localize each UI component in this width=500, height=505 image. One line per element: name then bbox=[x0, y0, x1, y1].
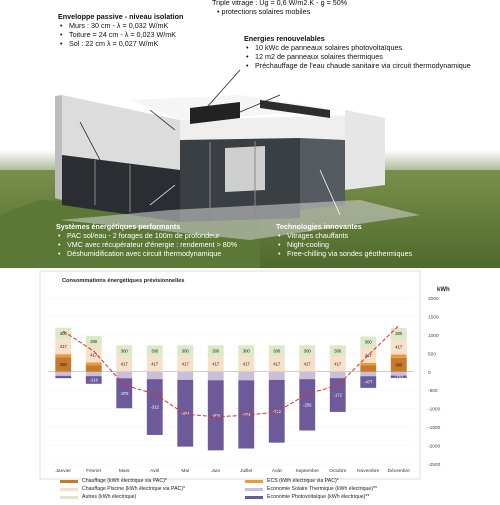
y-tick-label: 500 bbox=[428, 352, 437, 358]
y-axis-label: kWh bbox=[437, 287, 450, 293]
bar-value-label: 300 bbox=[395, 331, 403, 337]
systemes-block bbox=[56, 222, 286, 258]
legend-label: Chauffage (kWh électrique via PAC)* bbox=[82, 478, 167, 484]
x-tick-label: Novembre bbox=[357, 469, 380, 474]
systemes-item: • VMC avec récupérateur d'énergie : rendement > 80% bbox=[67, 240, 286, 249]
bar-segment bbox=[269, 372, 285, 380]
legend-swatch bbox=[245, 496, 263, 499]
legend-label: ECS (kWh électrique via PAC)* bbox=[267, 478, 339, 484]
bar-value-label: -256 bbox=[303, 402, 312, 408]
chart-title: Consommations énergétiques prévisionnelles bbox=[62, 278, 185, 284]
legend-swatch bbox=[60, 480, 78, 483]
bar-value-label: 388 bbox=[59, 362, 67, 368]
energies-block bbox=[244, 34, 494, 70]
x-tick-label: Janvier bbox=[55, 469, 71, 474]
legend-swatch bbox=[60, 488, 78, 491]
bar-value-label: 417 bbox=[120, 361, 128, 367]
energies-item: • 10 kWc de panneaux solaires photovoltaïques. bbox=[255, 43, 494, 52]
legend-swatch bbox=[245, 480, 263, 483]
legend-item bbox=[60, 478, 167, 484]
bar-value-label: 417 bbox=[212, 361, 220, 367]
bar-segment bbox=[330, 372, 346, 378]
bar-value-label: 417 bbox=[242, 361, 250, 367]
technologies-item: • Night-cooling bbox=[287, 240, 476, 249]
bar-value-label: -312 bbox=[272, 408, 281, 414]
x-tick-label: Juin bbox=[211, 469, 221, 474]
enveloppe-block bbox=[58, 12, 258, 48]
bar-value-label: -404 bbox=[211, 412, 220, 418]
bar-segment bbox=[116, 372, 132, 378]
bar-segment bbox=[86, 372, 102, 376]
legend-swatch bbox=[245, 488, 263, 491]
bar-value-label: 380 bbox=[395, 362, 403, 368]
bar-value-label: 300 bbox=[364, 339, 372, 345]
legend-item bbox=[60, 486, 185, 492]
y-tick-label: -2000 bbox=[428, 444, 441, 450]
bar-segment bbox=[299, 372, 315, 379]
bar-segment bbox=[238, 372, 254, 380]
x-tick-label: Mai bbox=[181, 469, 190, 474]
y-tick-label: -1500 bbox=[428, 426, 441, 432]
legend-item bbox=[60, 494, 136, 500]
bar-value-label: -375 bbox=[120, 390, 129, 396]
bar-segment bbox=[147, 372, 163, 379]
bar-segment bbox=[391, 354, 407, 357]
x-tick-label: Octobre bbox=[329, 469, 347, 474]
y-tick-label: -2500 bbox=[428, 463, 441, 468]
systemes-item: • Déshumidification avec circuit thermodynamique bbox=[67, 249, 286, 258]
enveloppe-item: • Sol : 22 cm λ = 0,027 W/mK bbox=[69, 39, 258, 48]
bar-segment bbox=[55, 372, 71, 376]
bar-value-label: 300 bbox=[59, 330, 67, 336]
bar-value-label: -404 bbox=[181, 410, 190, 416]
y-tick-label: -1000 bbox=[428, 407, 441, 413]
bar-value-label: -404 bbox=[242, 411, 251, 417]
x-tick-label: Décembre bbox=[387, 469, 410, 474]
enveloppe-item: • Toiture = 24 cm - λ = 0,023 W/mK bbox=[69, 30, 258, 39]
bar-value-label: 300 bbox=[90, 339, 98, 345]
glazing-note: Triple vitrage : Ug = 0,6 W/m2.K - g = 50% • protections solaires mobiles bbox=[212, 0, 348, 16]
systemes-title: Systèmes énergétiques performants bbox=[56, 222, 181, 231]
enveloppe-title: Enveloppe passive - niveau isolation bbox=[58, 12, 184, 21]
balance-line bbox=[63, 326, 399, 417]
legend-label: Economie Photovoltaïque (kWh électrique)** bbox=[267, 494, 370, 500]
x-tick-label: Septembre bbox=[295, 469, 319, 474]
bar-segment bbox=[55, 376, 71, 378]
glazing-spec: Triple vitrage : Ug = 0,6 W/m2.K - g = 50% bbox=[212, 0, 348, 7]
bar-value-label: 417 bbox=[303, 361, 311, 367]
energy-chart bbox=[0, 268, 500, 500]
legend-item bbox=[245, 478, 339, 484]
bar-segment bbox=[177, 372, 193, 380]
x-tick-label: Avril bbox=[150, 469, 160, 474]
bar-value-label: -216 bbox=[89, 377, 98, 383]
y-tick-label: 1000 bbox=[428, 333, 439, 339]
legend-item bbox=[245, 486, 377, 492]
x-tick-label: Février bbox=[86, 469, 102, 474]
enveloppe-item: • Murs : 30 cm - λ = 0,032 W/mK bbox=[69, 21, 258, 30]
bar-segment bbox=[86, 365, 102, 372]
shading-spec: protections solaires mobiles bbox=[221, 7, 311, 16]
y-tick-label: 2000 bbox=[428, 297, 439, 302]
energies-item: • 12 m2 de panneaux solaires thermiques bbox=[255, 52, 494, 61]
bar-segment bbox=[55, 354, 71, 357]
bar-value-label: -172 bbox=[333, 392, 342, 398]
bar-segment bbox=[86, 362, 102, 365]
bar-value-label: 417 bbox=[59, 344, 67, 350]
bar-value-label: 300 bbox=[181, 348, 189, 354]
bar-value-label: -110 bbox=[394, 374, 403, 380]
legend-label: Chauffage Piscine (kWh électrique via PAC)* bbox=[82, 486, 186, 492]
y-tick-label: 1500 bbox=[428, 315, 439, 321]
bar-segment bbox=[360, 366, 376, 372]
systemes-item: • PAC sol/eau - 2 forages de 100m de profondeur bbox=[67, 231, 286, 240]
bar-value-label: 417 bbox=[151, 361, 159, 367]
bar-segment bbox=[360, 372, 376, 376]
chart-panel bbox=[0, 268, 500, 500]
bar-value-label: 300 bbox=[151, 348, 159, 354]
x-tick-label: Juillet bbox=[240, 469, 253, 474]
energies-title: Energies renouvelables bbox=[244, 34, 325, 43]
bar-value-label: 417 bbox=[90, 352, 98, 358]
legend-swatch bbox=[60, 496, 78, 499]
technologies-item: • Vitrages chauffants bbox=[287, 231, 476, 240]
bar-value-label: 300 bbox=[334, 348, 342, 354]
x-tick-label: Mars bbox=[118, 469, 130, 474]
bar-value-label: 300 bbox=[120, 348, 128, 354]
bar-value-label: -477 bbox=[364, 379, 373, 385]
legend-label: Economie Solaire Thermique (kWh électrique)** bbox=[267, 486, 378, 492]
bar-value-label: 300 bbox=[242, 348, 250, 354]
technologies-title: Technologies innovantes bbox=[276, 222, 362, 231]
bar-value-label: 417 bbox=[334, 361, 342, 367]
bar-value-label: 300 bbox=[212, 348, 220, 354]
y-tick-label: -500 bbox=[428, 389, 438, 395]
bar-value-label: 417 bbox=[273, 361, 281, 367]
bar-segment bbox=[208, 372, 224, 380]
bar-value-label: 300 bbox=[273, 348, 281, 354]
bar-value-label: 300 bbox=[303, 348, 311, 354]
bar-value-label: 417 bbox=[364, 352, 372, 358]
bar-value-label: -312 bbox=[150, 404, 159, 410]
legend-item bbox=[245, 494, 369, 500]
bar-segment bbox=[360, 363, 376, 366]
technologies-item: • Free-chilling via sondes géothermiques bbox=[287, 249, 476, 258]
bar-value-label: 417 bbox=[395, 344, 403, 350]
legend-label: Autres (kWh électrique) bbox=[82, 494, 137, 500]
x-tick-label: Août bbox=[271, 469, 282, 474]
technologies-block bbox=[276, 222, 476, 258]
bar-value-label: 417 bbox=[181, 361, 189, 367]
energies-item: • Préchauffage de l'eau chaude sanitaire via circuit thermodynamique bbox=[255, 61, 494, 70]
y-tick-label: 0 bbox=[428, 370, 431, 376]
